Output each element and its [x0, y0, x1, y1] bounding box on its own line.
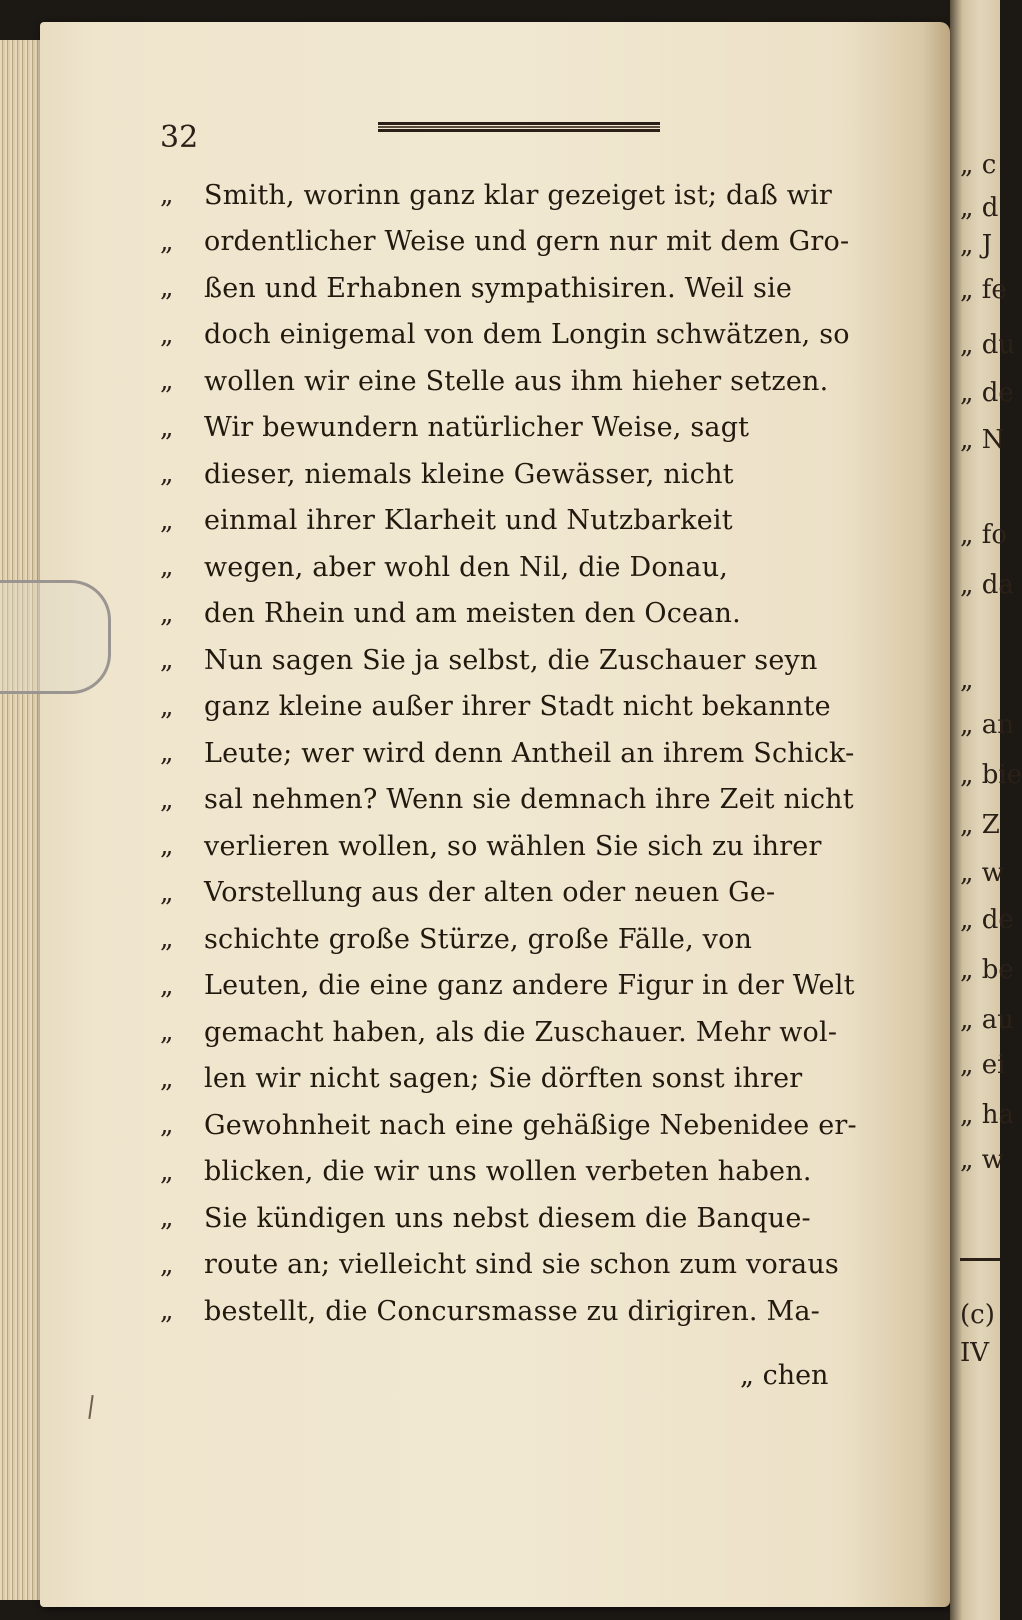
- quote-mark: „: [160, 1249, 174, 1280]
- next-page-fragment: „ be: [960, 955, 1014, 985]
- quote-mark: „: [160, 645, 174, 676]
- quote-mark: „: [160, 1017, 174, 1048]
- line-text: Vorstellung aus der alten oder neuen Ge-: [204, 877, 776, 909]
- next-page-fragment: „: [960, 665, 974, 695]
- next-page-fragment: „ an: [960, 710, 1014, 740]
- line-text: Nun sagen Sie ja selbst, die Zuschauer seyn: [204, 644, 818, 676]
- quote-mark: „: [160, 970, 174, 1001]
- next-page-rule: [960, 1258, 1000, 1261]
- next-page-fragment: „ bie: [960, 760, 1022, 790]
- next-page-fragment: „ fe: [960, 275, 1007, 305]
- quote-mark: „: [160, 691, 174, 722]
- quote-mark: „: [160, 412, 174, 443]
- header-rule: [378, 122, 660, 132]
- text-line: [160, 1288, 880, 1335]
- text-line: [160, 823, 880, 870]
- line-text: ßen und Erhabnen sympathisiren. Weil sie: [204, 272, 793, 304]
- text-line: [160, 544, 880, 591]
- text-line: [160, 312, 880, 359]
- text-line: [160, 916, 880, 963]
- text-line: [160, 1056, 880, 1103]
- text-line: [160, 730, 880, 777]
- line-text: einmal ihrer Klarheit und Nutzbarkeit: [204, 505, 733, 537]
- next-page-fragment: „ ei: [960, 1050, 1006, 1080]
- line-text: bestellt, die Concursmasse zu dirigiren. Ma-: [204, 1295, 820, 1327]
- next-page-fragment: „ c: [960, 150, 997, 180]
- next-page-fragment: „ J: [960, 230, 993, 260]
- text-line: [160, 684, 880, 731]
- next-page-fragment: „ du: [960, 330, 1016, 360]
- line-text: Gewohnheit nach eine gehäßige Nebenidee er-: [204, 1109, 857, 1141]
- page-number: 32: [160, 120, 199, 155]
- text-line: [160, 870, 880, 917]
- quote-mark: „: [160, 180, 174, 211]
- text-line: [160, 1149, 880, 1196]
- line-text: len wir nicht sagen; Sie dörften sonst ihrer: [204, 1063, 803, 1095]
- line-text: Smith, worinn ganz klar gezeiget ist; daß wir: [204, 179, 833, 211]
- text-line: [160, 1242, 880, 1289]
- text-line: [160, 172, 880, 219]
- next-page-fragment: „ au: [960, 1005, 1014, 1035]
- line-text: route an; vielleicht sind sie schon zum voraus: [204, 1249, 839, 1281]
- quote-mark: „: [160, 598, 174, 629]
- next-page-edge: [950, 0, 1022, 1620]
- quote-mark: „: [160, 738, 174, 769]
- text-line: [160, 219, 880, 266]
- quote-mark: „: [160, 1110, 174, 1141]
- line-text: sal nehmen? Wenn sie demnach ihre Zeit nicht: [204, 784, 854, 816]
- text-line: [160, 637, 880, 684]
- text-line: [160, 265, 880, 312]
- line-text: ganz kleine außer ihrer Stadt nicht bekannte: [204, 691, 831, 723]
- next-page-fragment: „ Z: [960, 810, 1000, 840]
- quote-mark: „: [160, 459, 174, 490]
- quote-mark: „: [160, 552, 174, 583]
- text-line: [160, 498, 880, 545]
- text-line: [160, 451, 880, 498]
- text-line: [160, 405, 880, 452]
- quote-mark: „: [160, 319, 174, 350]
- line-text: gemacht haben, als die Zuschauer. Mehr wol-: [204, 1016, 838, 1048]
- line-text: blicken, die wir uns wollen verbeten haben.: [204, 1156, 812, 1188]
- text-line: [160, 1102, 880, 1149]
- line-text: doch einigemal von dem Longin schwätzen, so: [204, 319, 850, 351]
- line-text: wollen wir eine Stelle aus ihm hieher setzen.: [204, 365, 829, 397]
- next-page-fragment: „ de: [960, 378, 1014, 408]
- quote-mark: „: [160, 505, 174, 536]
- next-page-fragment: „ ha: [960, 1100, 1014, 1130]
- quote-mark: „: [160, 877, 174, 908]
- quote-mark: „: [160, 366, 174, 397]
- line-text: dieser, niemals kleine Gewässer, nicht: [204, 458, 734, 490]
- line-text: ordentlicher Weise und gern nur mit dem Gro-: [204, 226, 850, 258]
- quote-mark: „: [160, 1296, 174, 1327]
- quote-mark: „: [160, 273, 174, 304]
- quote-mark: „: [160, 784, 174, 815]
- text-block: [160, 172, 880, 1335]
- line-text: wegen, aber wohl den Nil, die Donau,: [204, 551, 729, 583]
- quote-mark: „: [160, 226, 174, 257]
- line-text: Wir bewundern natürlicher Weise, sagt: [204, 412, 750, 444]
- line-text: Leuten, die eine ganz andere Figur in der Welt: [204, 970, 855, 1002]
- text-line: [160, 591, 880, 638]
- line-text: den Rhein und am meisten den Ocean.: [204, 598, 741, 630]
- text-line: [160, 358, 880, 405]
- text-line: [160, 777, 880, 824]
- next-page-fragment: IV: [960, 1338, 990, 1368]
- next-page-fragment: „ da: [960, 570, 1014, 600]
- quote-mark: „: [160, 831, 174, 862]
- line-text: Leute; wer wird denn Antheil an ihrem Schick-: [204, 737, 855, 769]
- next-page-fragment: „ w: [960, 858, 1004, 888]
- text-line: [160, 1195, 880, 1242]
- quote-mark: „: [160, 924, 174, 955]
- line-text: schichte große Stürze, große Fälle, von: [204, 923, 753, 955]
- next-page-fragment: „ d: [960, 193, 999, 223]
- line-text: verlieren wollen, so wählen Sie sich zu ihrer: [204, 830, 822, 862]
- text-line: [160, 963, 880, 1010]
- catchword: „ chen: [740, 1360, 829, 1391]
- text-line: [160, 1009, 880, 1056]
- next-page-fragment: „ fo: [960, 520, 1008, 550]
- page-clip: [0, 580, 111, 694]
- quote-mark: „: [160, 1156, 174, 1187]
- quote-mark: „: [160, 1203, 174, 1234]
- next-page-fragment: „ N: [960, 425, 1005, 455]
- next-page-fragment: (c): [960, 1300, 995, 1330]
- next-page-fragment: „ w: [960, 1145, 1004, 1175]
- quote-mark: „: [160, 1063, 174, 1094]
- line-text: Sie kündigen uns nebst diesem die Banque-: [204, 1202, 811, 1234]
- next-page-fragment: „ de: [960, 905, 1014, 935]
